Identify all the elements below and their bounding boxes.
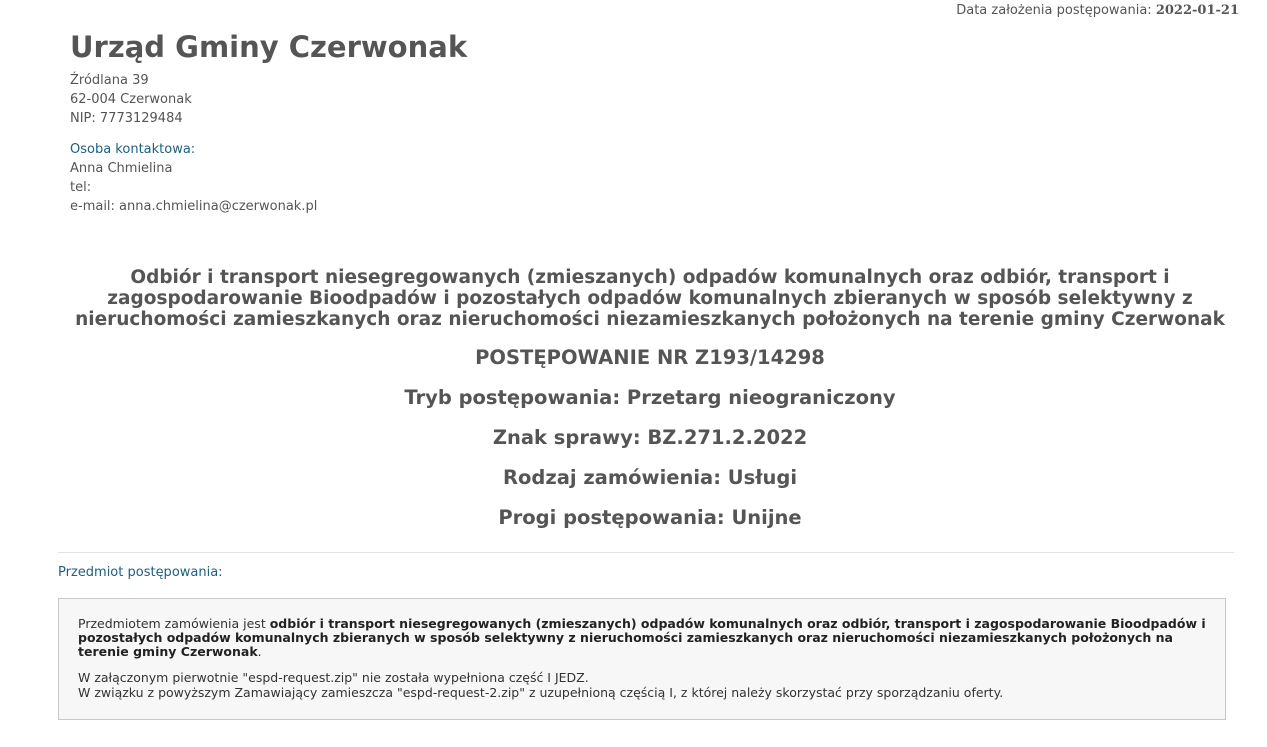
order-type: Rodzaj zamówienia: Usługi xyxy=(502,466,797,489)
section-divider xyxy=(58,552,1234,553)
organization-name: Urząd Gminy Czerwonak xyxy=(70,30,468,64)
subject-period: . xyxy=(257,644,262,659)
organization-street: Źródlana 39 xyxy=(70,73,149,88)
procedure-title-line: Odbiór i transport niesegregowanych (zmieszanych) odpadów komunalnych oraz odbiór, transport i xyxy=(130,267,1170,288)
creation-date xyxy=(956,3,1239,18)
subject-note: W załączonym pierwotnie "espd-request.zip" nie została wypełniona część I JEDZ. xyxy=(78,670,589,685)
creation-date-label: Data założenia postępowania: xyxy=(956,3,1152,18)
case-mark: Znak sprawy: BZ.271.2.2022 xyxy=(492,426,808,449)
subject-note: W związku z powyższym Zamawiający zamieszcza "espd-request-2.zip" z uzupełnioną częścią I, z której należy skorzystać przy sporządzaniu oferty. xyxy=(78,685,1004,700)
creation-date-value: 2022-01-21 xyxy=(1155,3,1239,18)
subject-label: Przedmiot postępowania: xyxy=(58,565,223,580)
procedure-title xyxy=(60,267,1240,330)
contact-name: Anna Chmielina xyxy=(70,161,173,176)
subject-bold-text: odbiór i transport niesegregowanych (zmieszanych) odpadów komunalnych oraz odbiór, transport i zagospodarowanie Bioodpadów i pozostałych odpadów komunalnych zbieranych w sposób selektywny z nieruchomości zamieszkanych oraz nieruchomości niezamieszkanych położonych na terenie gminy Czerwonak xyxy=(78,616,1206,659)
contact-label: Osoba kontaktowa: xyxy=(70,142,196,157)
procedure-title-line: nieruchomości zamieszkanych oraz nieruchomości niezamieszkanych położonych na terenie gminy Czerwonak xyxy=(75,309,1225,330)
subject-intro: Przedmiotem zamówienia jest xyxy=(78,616,266,631)
subject-description xyxy=(78,617,1206,659)
organization-city: 62-004 Czerwonak xyxy=(70,92,192,107)
subject-description-box xyxy=(58,598,1226,720)
contact-tel: tel: xyxy=(70,180,92,195)
subject-notes xyxy=(78,670,1206,700)
procedure-number: POSTĘPOWANIE NR Z193/14298 xyxy=(475,346,825,369)
procedure-thresholds: Progi postępowania: Unijne xyxy=(498,506,802,529)
organization-nip: NIP: 7773129484 xyxy=(70,111,183,126)
procedure-mode: Tryb postępowania: Przetarg nieograniczony xyxy=(404,386,896,409)
contact-email: e-mail: anna.chmielina@czerwonak.pl xyxy=(70,199,318,214)
procedure-title-line: zagospodarowanie Bioodpadów i pozostałych odpadów komunalnych zbieranych w sposób selektywny z xyxy=(107,288,1193,309)
organization-block xyxy=(70,30,467,216)
